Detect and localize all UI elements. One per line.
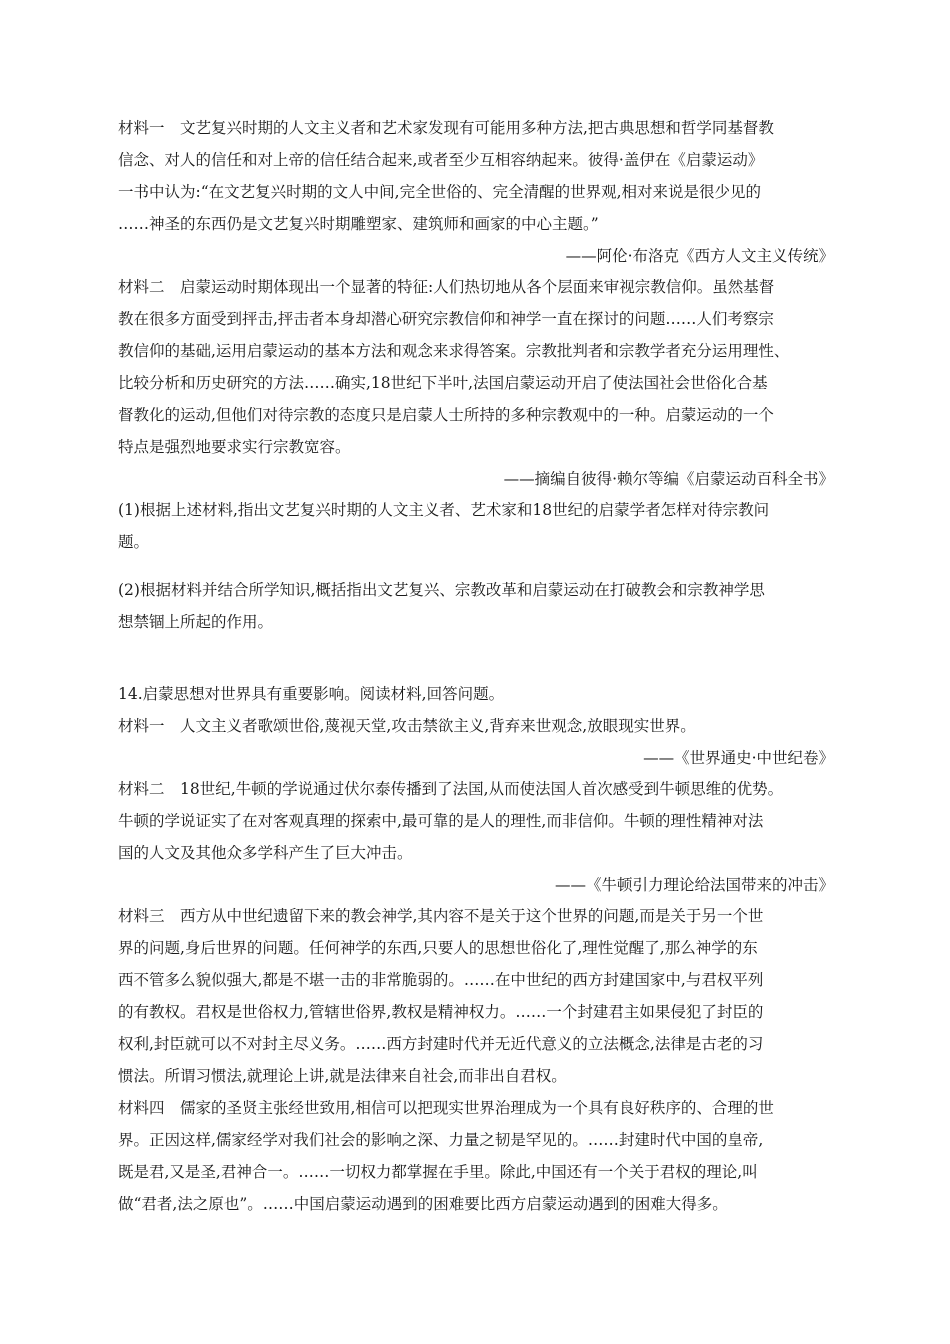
q14-material1-source: ——《世界通史·中世纪卷》 — [643, 749, 834, 767]
material2-line: 教在很多方面受到抨击,抨击者本身却潜心研究宗教信仰和神学一直在探讨的问题……人们考察宗 — [118, 310, 774, 328]
q14-material4-line: 材料四 儒家的圣贤主张经世致用,相信可以把现实世界治理成为一个具有良好秩序的、合理的世 — [118, 1099, 774, 1117]
material1-line: ……神圣的东西仍是文艺复兴时期雕塑家、建筑师和画家的中心主题。” — [118, 215, 599, 233]
material2-line: 特点是强烈地要求实行宗教宽容。 — [118, 438, 351, 456]
material2-line: 材料二 启蒙运动时期体现出一个显著的特征:人们热切地从各个层面来审视宗教信仰。虽然基督 — [118, 278, 775, 296]
q14-material3-line: 的有教权。君权是世俗权力,管辖世俗界,教权是精神权力。……一个封建君主如果侵犯了封臣的 — [118, 1003, 764, 1021]
material1-source: ——阿伦·布洛克《西方人文主义传统》 — [565, 247, 834, 265]
question-14-heading: 14.启蒙思想对世界具有重要影响。阅读材料,回答问题。 — [118, 685, 505, 703]
q14-material3-line: 西不管多么貌似强大,都是不堪一击的非常脆弱的。……在中世纪的西方封建国家中,与君权平列 — [118, 971, 764, 989]
q14-material3-line: 权利,封臣就可以不对封主尽义务。……西方封建时代并无近代意义的立法概念,法律是古老的习 — [118, 1035, 764, 1053]
material1-line: 信念、对人的信任和对上帝的信任结合起来,或者至少互相容纳起来。彼得·盖伊在《启蒙运动》 — [118, 151, 764, 169]
material1-line: 一书中认为:“在文艺复兴时期的文人中间,完全世俗的、完全清醒的世界观,相对来说是很少见的 — [118, 183, 762, 201]
q14-material4-line: 既是君,又是圣,君神合一。……一切权力都掌握在手里。除此,中国还有一个关于君权的理论,叫 — [118, 1163, 758, 1181]
question-2-line: 想禁锢上所起的作用。 — [118, 613, 274, 631]
q14-material4-line: 界。正因这样,儒家经学对我们社会的影响之深、力量之韧是罕见的。……封建时代中国的皇帝, — [118, 1131, 764, 1149]
material2-line: 教信仰的基础,运用启蒙运动的基本方法和观念来求得答案。宗教批判者和宗教学者充分运用理性、 — [118, 342, 790, 360]
question-2-line: (2)根据材料并结合所学知识,概括指出文艺复兴、宗教改革和启蒙运动在打破教会和宗教神学思 — [118, 581, 765, 599]
q14-material2-line: 牛顿的学说证实了在对客观真理的探索中,最可靠的是人的理性,而非信仰。牛顿的理性精神对法 — [118, 812, 764, 830]
material1-line: 材料一 文艺复兴时期的人文主义者和艺术家发现有可能用多种方法,把古典思想和哲学同基督教 — [118, 119, 774, 137]
material2-line: 比较分析和历史研究的方法……确实,18世纪下半叶,法国启蒙运动开启了使法国社会世俗化合基 — [118, 374, 768, 392]
q14-material3-line: 界的问题,身后世界的问题。任何神学的东西,只要人的思想世俗化了,理性觉醒了,那么神学的东 — [118, 939, 758, 957]
question-1-line: (1)根据上述材料,指出文艺复兴时期的人文主义者、艺术家和18世纪的启蒙学者怎样对待宗教问 — [118, 501, 770, 519]
material2-source: ——摘编自彼得·赖尔等编《启蒙运动百科全书》 — [503, 470, 834, 488]
q14-material3-line: 惯法。所谓习惯法,就理论上讲,就是法律来自社会,而非出自君权。 — [118, 1067, 567, 1085]
q14-material3-line: 材料三 西方从中世纪遗留下来的教会神学,其内容不是关于这个世界的问题,而是关于另一个世 — [118, 907, 764, 925]
q14-material2-line: 国的人文及其他众多学科产生了巨大冲击。 — [118, 844, 413, 862]
q14-material2-source: ——《牛顿引力理论给法国带来的冲击》 — [554, 876, 834, 894]
q14-material1-line: 材料一 人文主义者歌颂世俗,蔑视天堂,攻击禁欲主义,背弃来世观念,放眼现实世界。 — [118, 717, 696, 735]
material2-line: 督教化的运动,但他们对待宗教的态度只是启蒙人士所持的多种宗教观中的一种。启蒙运动的一个 — [118, 406, 774, 424]
q14-material4-line: 做“君者,法之原也”。……中国启蒙运动遇到的困难要比西方启蒙运动遇到的困难大得多。 — [118, 1195, 728, 1213]
question-1-line: 题。 — [118, 533, 150, 551]
q14-material2-line: 材料二 18世纪,牛顿的学说通过伏尔泰传播到了法国,从而使法国人首次感受到牛顿思维的优势。 — [118, 780, 784, 798]
